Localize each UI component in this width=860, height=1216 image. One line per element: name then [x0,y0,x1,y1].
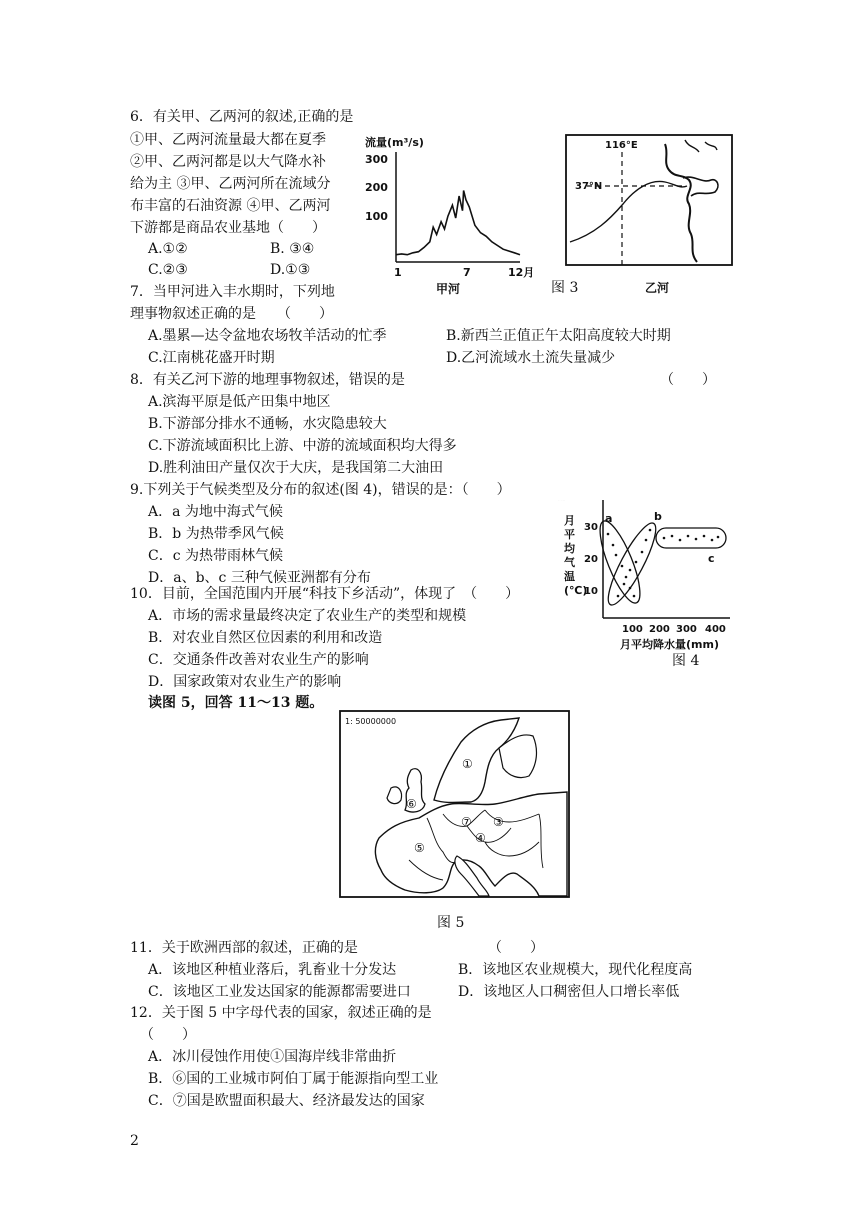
ytick-10: 10 [584,586,598,597]
marker-7: ⑦ [461,815,472,829]
q10-option-a: A．市场的需求量最终决定了农业生产的类型和规模 [148,608,467,624]
q6-option-a: A.①② [148,241,188,257]
q11-option-a: A．该地区种植业落后，乳畜业十分发达 [148,962,397,978]
coastline-top [685,140,717,152]
xtick-12: 12月 [508,266,535,279]
zone-c [656,528,726,548]
q7-stem: 7．当甲河进入丰水期时，下列地 [130,284,335,300]
climate-xlabel: 月平均降水量(mm) [620,638,719,651]
ytick-30: 30 [584,522,598,533]
xtick-300: 300 [676,624,697,635]
q11-stem: 11．关于欧洲西部的叙述，正确的是 [130,940,358,956]
river-jia-caption: 甲河 [436,282,461,296]
q9-stem: 9.下列关于气候类型及分布的叙述(图 4)，错误的是：（ ） [130,482,511,498]
discharge-line [396,191,520,255]
marker-5: ⑤ [414,841,425,855]
label-c: c [708,552,715,565]
q6-option-d: D.①③ [270,262,311,278]
ytick-20: 20 [584,554,598,565]
q7-stem: 理事物叙述正确的是 （ ） [130,306,333,322]
marker-1: ① [462,757,473,771]
q10-option-b: B．对农业自然区位因素的利用和改造 [148,630,383,646]
label-b: b [654,510,662,523]
q11-option-b: B．该地区农业规模大，现代化程度高 [458,962,693,978]
q9-option-c: C．c 为热带雨林气候 [148,548,284,564]
marker-4: ④ [475,831,486,845]
q7-option-a: A.墨累—达令盆地农场牧羊活动的忙季 [148,328,387,344]
q11-option-c: C．该地区工业发达国家的能源都需要进口 [148,984,411,1000]
xtick-100: 100 [622,624,643,635]
longitude-label: 116°E [605,140,638,151]
q7-option-d: D.乙河流域水土流失量减少 [446,350,616,366]
q11-answer-paren: （ ） [488,940,544,956]
q8-stem: 8．有关乙河下游的地理事物叙述，错误的是 [130,372,405,388]
marker-3: ③ [493,815,504,829]
zone-c-points [663,535,720,542]
q12-option-a: A．冰川侵蚀作用使①国海岸线非常曲折 [148,1049,397,1065]
q6-option-c: C.②③ [148,262,188,278]
q8-option-c: C.下游流域面积比上游、中游的流域面积均大得多 [148,438,457,454]
figure5-europe-map [339,710,571,900]
q7-option-c: C.江南桃花盛开时期 [148,350,275,366]
q12-option-c: C．⑦国是欧盟面积最大、经济最发达的国家 [148,1093,425,1109]
q7-option-b: B.新西兰正值正午太阳高度较大时期 [446,328,671,344]
figure3-caption: 图 3 [551,280,579,296]
q6-option-b: B. ③④ [270,241,315,257]
q6-line: 布丰富的石油资源 ④甲、乙两河 [130,198,331,214]
xtick-1: 1 [394,266,402,279]
coastline [665,144,697,262]
q12-answer-paren: （ ） [140,1027,196,1043]
q8-answer-paren: （ ） [660,372,716,388]
q6-line: 下游都是商品农业基地（ ） [130,220,326,236]
q8-option-a: A.滨海平原是低产田集中地区 [148,394,331,410]
q8-option-b: B.下游部分排水不通畅，水灾隐患较大 [148,416,387,432]
figure5-caption: 图 5 [437,915,465,931]
label-a: a [605,512,613,525]
q6-line: 给为主 ③甲、乙两河所在流域分 [130,176,331,192]
q10-stem: 10．目前，全国范围内开展“科技下乡活动”，体现了 （ ） [130,586,520,602]
xtick-200: 200 [649,624,670,635]
latitude-label: 37°N [575,181,603,192]
ytick-200: 200 [365,181,388,194]
figure3-hydrograph [360,130,540,300]
page-number: 2 [130,1133,139,1149]
q8-option-d: D.胜利油田产量仅次于大庆，是我国第二大油田 [148,460,444,476]
q6-line: ②甲、乙两河都是以大气降水补 [130,154,326,170]
q12-stem: 12．关于图 5 中字母代表的国家，叙述正确的是 [130,1005,432,1021]
ytick-100: 100 [365,210,388,223]
q12-option-b: B．⑥国的工业城市阿伯丁属于能源指向型工业 [148,1071,439,1087]
climate-ylabel: 月平均气温(℃) [564,514,588,597]
ytick-300: 300 [365,153,388,166]
q6-stem: 6．有关甲、乙两河的叙述,正确的是 [130,109,354,125]
river-yi-caption: 乙河 [645,281,670,295]
map-scale: 1: 50000000 [345,717,397,726]
q9-option-a: A．a 为地中海式气候 [148,504,283,520]
q9-option-d: D．a、b、c 三种气候亚洲都有分布 [148,570,371,586]
q9-option-b: B．b 为热带季风气候 [148,526,284,542]
climate-ylabel-full: 月平均气温(℃) [558,500,565,501]
hydrograph-ylabel: 流量(m³/s) [365,136,424,149]
zone-b [601,518,664,610]
q10-option-c: C．交通条件改善对农业生产的影响 [148,652,369,668]
q11-option-d: D．该地区人口稠密但人口增长率低 [458,984,680,1000]
zone-a-points [607,533,636,598]
figure5-instruction: 读图 5，回答 11～13 题。 [148,695,324,711]
marker-6: ⑥ [406,797,417,811]
figure4-caption: 图 4 [672,653,700,669]
q6-line: ①甲、乙两河流量最大都在夏季 [130,132,326,148]
xtick-7: 7 [463,266,471,279]
figure3-map [565,134,735,300]
q10-option-d: D．国家政策对农业生产的影响 [148,674,342,690]
figure4-climate-chart [558,500,738,670]
xtick-400: 400 [705,624,726,635]
